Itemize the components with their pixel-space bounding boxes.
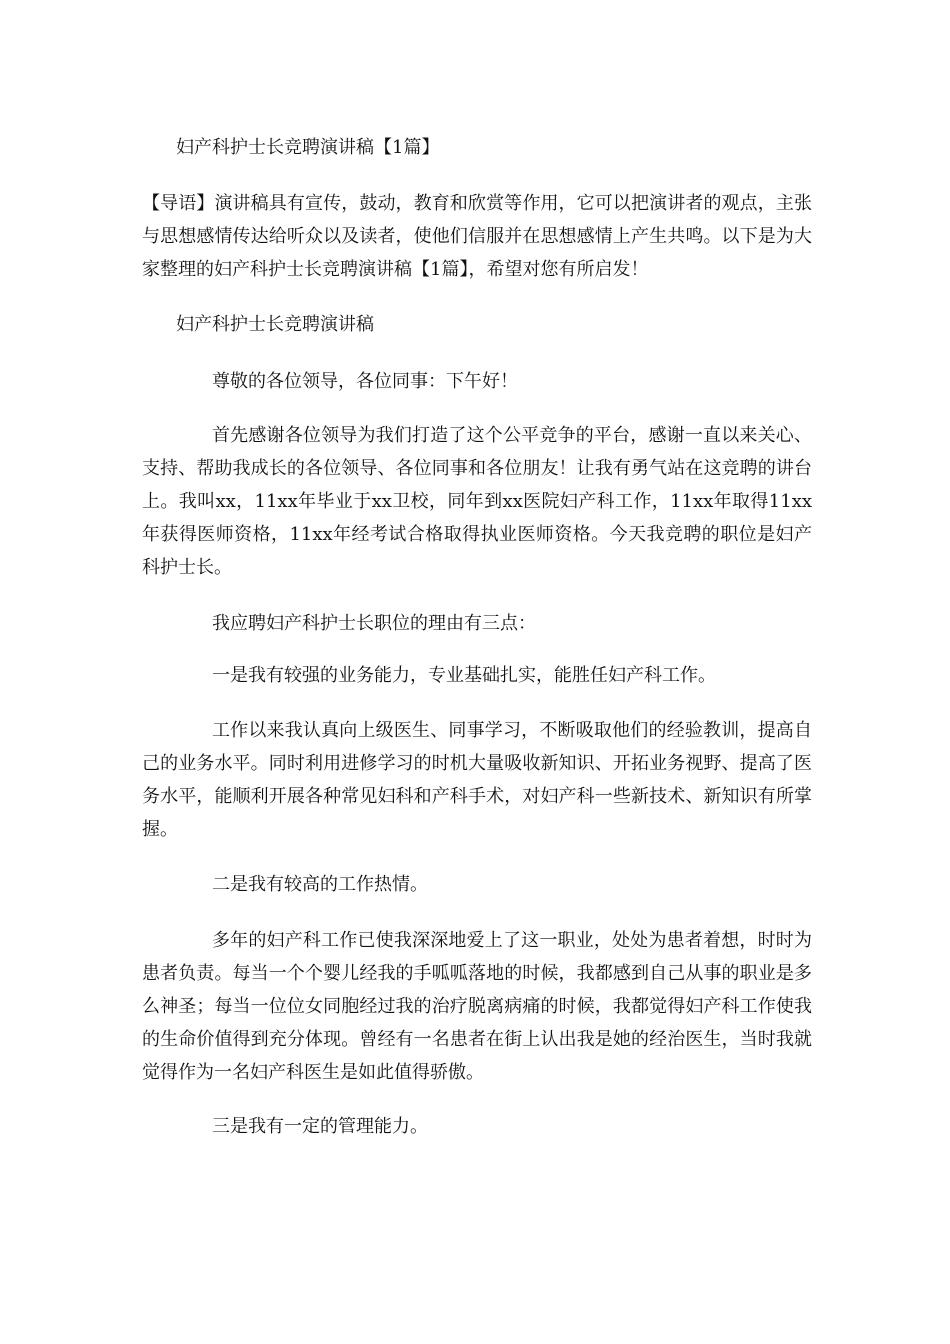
- paragraph-enthusiasm: 多年的妇产科工作已使我深深地爱上了这一职业，处处为患者着想，时时为患者负责。每当一个个婴儿经我的手呱呱落地的时候，我都感到自己从事的职业是多么神圣；每当一位位女同胞经过我的治疗脱离病痛的时候，我都觉得妇产科工作使我的生命价值得到充分体现。曾经有一名患者在街上认出我是她的经治医生，当时我就觉得作为一名妇产科医生是如此值得骄傲。: [142, 930, 812, 1083]
- paragraph-thanks: 首先感谢各位领导为我们打造了这个公平竞争的平台，感谢一直以来关心、支持、帮助我成长的各位领导、各位同事和各位朋友！让我有勇气站在这竞聘的讲台上。我叫xx，11xx年毕业于xx卫校，同年到xx医院妇产科工作，11xx年取得11xx年获得医师资格，11xx年经考试合格取得执业医师资格。今天我竞聘的职位是妇产科护士长。: [142, 425, 812, 578]
- reason-three-heading: 三是我有一定的管理能力。: [212, 1116, 428, 1137]
- greeting-line: 尊敬的各位领导，各位同事：下午好！: [212, 371, 518, 392]
- speech-subtitle: 妇产科护士长竞聘演讲稿: [176, 314, 374, 335]
- intro-paragraph: 【导语】演讲稿具有宣传，鼓动，教育和欣赏等作用，它可以把演讲者的观点，主张与思想感情传达给听众以及读者，使他们信服并在思想感情上产生共鸣。以下是为大家整理的妇产科护士长竞聘演讲稿【1篇】，希望对您有所启发！: [142, 193, 812, 280]
- reason-one-heading: 一是我有较强的业务能力，专业基础扎实，能胜任妇产科工作。: [212, 665, 716, 686]
- reasons-intro-line: 我应聘妇产科护士长职位的理由有三点：: [212, 613, 536, 634]
- document-title: 妇产科护士长竞聘演讲稿【1篇】: [176, 137, 440, 158]
- reason-two-heading: 二是我有较高的工作热情。: [212, 874, 428, 895]
- paragraph-work-study: 工作以来我认真向上级医生、同事学习，不断吸取他们的经验教训，提高自己的业务水平。同时利用进修学习的时机大量吸收新知识、开拓业务视野、提高了医务水平，能顺利开展各种常见妇科和产科手术，对妇产科一些新技术、新知识有所掌握。: [142, 720, 812, 840]
